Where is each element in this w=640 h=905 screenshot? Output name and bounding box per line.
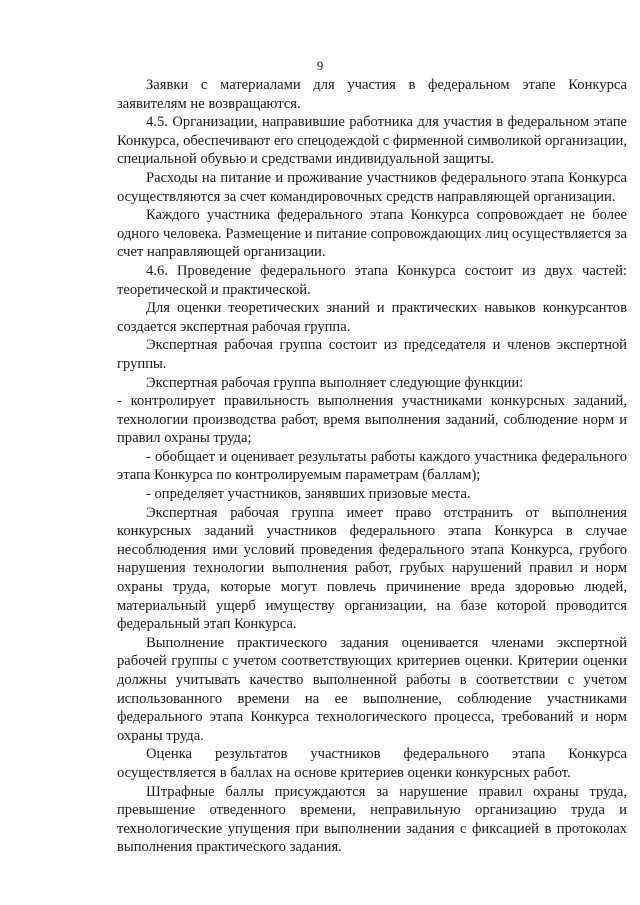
- paragraph-expert-group-composition: Экспертная рабочая группа состоит из председателя и членов экспертной группы.: [117, 337, 627, 372]
- paragraph-accompanying: Каждого участника федерального этапа Конкурса сопровождает не более одного человека. Размещение и питание сопровождающих лиц осуществляется за счет направляющей организации.: [117, 207, 627, 261]
- list-item-determines: - определяет участников, занявших призовые места.: [146, 486, 471, 503]
- page-number: 9: [316, 58, 324, 73]
- paragraph-expert-group-functions: Экспертная рабочая группа выполняет следующие функции:: [146, 374, 524, 391]
- paragraph-penalty-points: Штрафные баллы присуждаются за нарушение правил охраны труда, превышение отведенного времени, неправильную организацию труда и технологические упущения при выполнении задания с фиксацией в протоколах выполнения практического задания.: [117, 783, 627, 856]
- paragraph-4-5-equipment: 4.5. Организации, направившие работника для участия в федеральном этапе Конкурса, обеспечивают его спецодеждой с фирменной символикой организации, специальной обувью и средствами индивидуальной защиты.: [117, 114, 627, 168]
- paragraph-expert-group-created: Для оценки теоретических знаний и практических навыков конкурсантов создается экспертная рабочая группа.: [117, 300, 627, 335]
- paragraph-practical-evaluation: Выполнение практического задания оценивается членами экспертной рабочей группы с учетом соответствующих критериев оценки. Критерии оценки должны учитывать качество выполненной работы в соответствии с учетом использованного времени на ее выполнение, соблюдение участниками федерального этапа Конкурса технологического процесса, требований и норм охраны труда.: [117, 634, 627, 744]
- paragraph-applications: Заявки с материалами для участия в федеральном этапе Конкурса заявителям не возвращаются.: [117, 77, 627, 112]
- paragraph-scoring: Оценка результатов участников федерального этапа Конкурса осуществляется в баллах на основе критериев оценки конкурсных работ.: [117, 746, 627, 781]
- paragraph-4-6-stages: 4.6. Проведение федерального этапа Конкурса состоит из двух частей: теоретической и практической.: [117, 262, 627, 298]
- list-item-controls: - контролирует правильность выполнения участниками конкурсных заданий, технологии производства работ, время выполнения заданий, соблюдение норм и правил охраны труда;: [117, 393, 627, 447]
- document-body: [117, 76, 627, 857]
- paragraph-expenses: Расходы на питание и проживание участников федерального этапа Конкурса осуществляются за счет командировочных средств направляющей организации.: [117, 169, 627, 205]
- list-item-evaluates: - обобщает и оценивает результаты работы каждого участника федерального этапа Конкурса по контролируемым параметрам (баллам);: [117, 448, 627, 484]
- paragraph-disqualification: Экспертная рабочая группа имеет право отстранить от выполнения конкурсных заданий участников федерального этапа Конкурса в случае несоблюдения ими условий проведения федерального этапа Конкурса, грубого нарушения технологии выполнения работ, грубых нарушений правил и норм охраны труда, которые могут повлечь причинение вреда здоровью людей, материальный ущерб имуществу организации, на базе которой проводится федеральный этап Конкурса.: [117, 504, 627, 633]
